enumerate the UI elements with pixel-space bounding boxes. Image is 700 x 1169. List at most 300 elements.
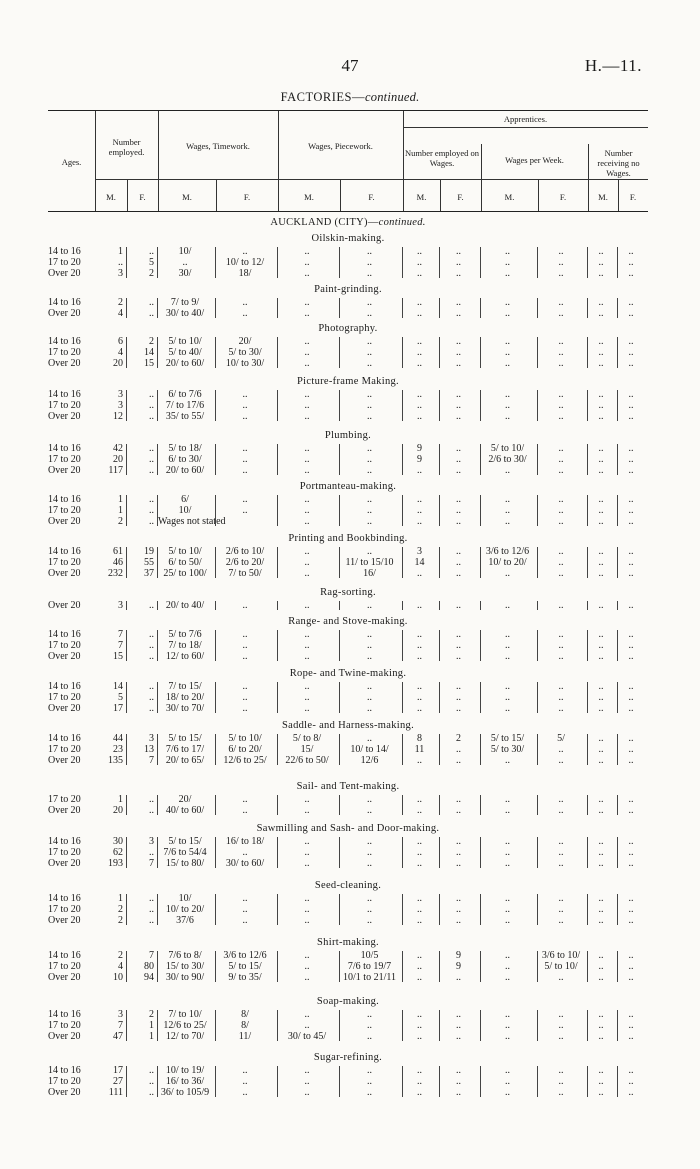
value-cell: .. (242, 600, 248, 611)
value-cell: .. (417, 972, 422, 983)
column-rule (339, 630, 340, 661)
value-cell: .. (456, 805, 461, 816)
value-cell: 3/6 to 12/6 (223, 950, 267, 961)
table-row (48, 297, 648, 308)
column-rule (339, 795, 340, 815)
value-cell: 20/ (238, 336, 252, 347)
header-m: M. (182, 192, 192, 202)
age-cell: Over 20 (48, 1087, 81, 1098)
value-cell: .. (149, 904, 154, 915)
value-cell: .. (417, 389, 422, 400)
column-rule (215, 795, 216, 815)
age-cell: 14 to 16 (48, 1009, 81, 1020)
value-cell: .. (149, 794, 154, 805)
table-row (48, 1031, 648, 1042)
value-cell: .. (505, 972, 510, 983)
value-cell: .. (456, 494, 461, 505)
value-cell: .. (242, 1087, 248, 1098)
value-cell: 62 (113, 847, 123, 858)
section-heading: Portmanteau-making. (299, 481, 397, 492)
value-cell: .. (456, 836, 461, 847)
value-cell: .. (304, 454, 310, 465)
value-cell: .. (417, 893, 422, 904)
value-cell: 11 (414, 744, 425, 755)
value-cell: .. (417, 308, 422, 319)
title-main: FACTORIES— (280, 90, 365, 104)
value-cell: .. (456, 1020, 461, 1031)
column-rule (277, 547, 278, 578)
value-cell: 6/ (181, 494, 189, 505)
column-rule (215, 298, 216, 318)
header-f: F. (139, 192, 146, 202)
value-cell: .. (598, 858, 604, 869)
value-cell: .. (417, 950, 422, 961)
column-rule (339, 390, 340, 421)
column-rule (617, 1010, 618, 1041)
value-cell: .. (242, 494, 248, 505)
column-rule (339, 1010, 340, 1041)
table-row (48, 494, 648, 505)
table-row (48, 465, 648, 476)
value-cell: .. (367, 836, 372, 847)
value-cell: .. (598, 651, 604, 662)
column-rule (215, 837, 216, 868)
value-cell: .. (417, 600, 422, 611)
column-rule (587, 444, 588, 475)
column-rule (402, 1010, 403, 1041)
value-cell: 55 (144, 557, 154, 568)
value-cell: 6/ to 50/ (168, 557, 202, 568)
value-cell: .. (558, 794, 564, 805)
value-cell: .. (417, 794, 422, 805)
column-rule (439, 390, 440, 421)
value-cell: .. (304, 640, 310, 651)
section-heading: Saddle- and Harness-making. (281, 720, 415, 731)
value-cell: 17 (113, 703, 123, 714)
header-f: F. (559, 192, 567, 202)
value-cell: 11/ (238, 1031, 252, 1042)
value-cell: .. (149, 600, 154, 611)
column-rule (537, 734, 538, 765)
column-rule (439, 247, 440, 278)
value-cell: .. (149, 1087, 154, 1098)
age-cell: 14 to 16 (48, 443, 81, 454)
column-rule (587, 1010, 588, 1041)
value-cell: .. (598, 692, 604, 703)
value-cell: 20/ to 40/ (165, 600, 205, 611)
value-cell: 36/ to 105/9 (160, 1087, 210, 1098)
column-rule (157, 630, 158, 661)
section-heading: Seed-cleaning. (314, 880, 382, 891)
column-rule (402, 495, 403, 526)
value-cell: 5/ (557, 733, 565, 744)
value-cell: 3 (118, 400, 123, 411)
value-cell: .. (149, 681, 154, 692)
value-cell: .. (505, 794, 510, 805)
value-cell: 7/ to 17/6 (165, 400, 205, 411)
value-cell: .. (149, 1076, 154, 1087)
value-cell: .. (304, 1009, 310, 1020)
value-cell: .. (242, 651, 248, 662)
value-cell: .. (558, 915, 564, 926)
column-rule (587, 951, 588, 982)
column-rule (402, 951, 403, 982)
value-cell: .. (182, 257, 188, 268)
value-cell: 9/ to 35/ (228, 972, 262, 983)
value-cell: .. (505, 629, 510, 640)
column-rule (617, 390, 618, 421)
value-cell: .. (304, 389, 310, 400)
value-cell: .. (456, 640, 461, 651)
column-rule (617, 894, 618, 925)
value-cell: .. (505, 1087, 510, 1098)
column-rule (402, 247, 403, 278)
column-rule (587, 1066, 588, 1097)
value-cell: .. (598, 494, 604, 505)
value-cell: .. (149, 297, 154, 308)
value-cell: .. (628, 950, 634, 961)
value-cell: 15 (144, 358, 154, 369)
value-cell: .. (505, 950, 510, 961)
column-rule (402, 837, 403, 868)
value-cell: .. (598, 805, 604, 816)
value-cell: .. (598, 640, 604, 651)
value-cell: .. (417, 692, 422, 703)
value-cell: .. (367, 600, 372, 611)
value-cell: 5/ to 10/ (490, 443, 525, 454)
column-rule (157, 951, 158, 982)
age-cell: Over 20 (48, 858, 81, 869)
value-cell: 2/6 to 20/ (225, 557, 265, 568)
value-cell: .. (558, 268, 564, 279)
table-header (48, 110, 648, 212)
value-cell: .. (558, 568, 564, 579)
value-cell: .. (598, 755, 604, 766)
column-rule (215, 247, 216, 278)
value-cell: .. (417, 246, 422, 257)
value-cell: .. (505, 246, 510, 257)
table-row (48, 703, 648, 714)
value-cell: .. (304, 1076, 310, 1087)
value-cell: .. (598, 557, 604, 568)
column-rule (339, 951, 340, 982)
age-cell: 17 to 20 (48, 794, 81, 805)
column-rule (587, 495, 588, 526)
value-cell: 30/ to 40/ (165, 308, 205, 319)
value-cell: 7 (118, 629, 123, 640)
value-cell: .. (505, 494, 510, 505)
value-cell: 1 (118, 794, 123, 805)
value-cell: .. (417, 1076, 422, 1087)
age-cell: 14 to 16 (48, 246, 81, 257)
value-cell: .. (598, 257, 604, 268)
value-cell: .. (558, 847, 564, 858)
value-cell: .. (505, 836, 510, 847)
value-cell: .. (558, 358, 564, 369)
value-cell: .. (558, 755, 564, 766)
value-cell: .. (505, 257, 510, 268)
value-cell: .. (304, 297, 310, 308)
value-cell: 12/6 to 25/ (223, 755, 267, 766)
column-rule (587, 682, 588, 713)
value-cell: .. (304, 847, 310, 858)
column-rule (537, 682, 538, 713)
value-cell: .. (242, 893, 248, 904)
value-cell: .. (367, 358, 372, 369)
age-cell: Over 20 (48, 411, 81, 422)
column-rule (439, 1010, 440, 1041)
value-cell: .. (598, 836, 604, 847)
value-cell: 5/ to 10/ (544, 961, 578, 972)
column-rule (215, 951, 216, 982)
value-cell: .. (558, 246, 564, 257)
value-cell: .. (367, 1020, 372, 1031)
value-cell: 12/ to 70/ (165, 1031, 205, 1042)
value-cell: .. (456, 246, 461, 257)
value-cell: .. (242, 411, 248, 422)
value-cell: 30/ to 90/ (165, 972, 205, 983)
value-cell: .. (456, 904, 461, 915)
column-rule (439, 734, 440, 765)
value-cell: 4 (118, 961, 123, 972)
value-cell: .. (149, 629, 154, 640)
value-cell: .. (242, 443, 248, 454)
value-cell: .. (558, 516, 564, 527)
table-row (48, 454, 648, 465)
value-cell: .. (367, 847, 372, 858)
table-row (48, 651, 648, 662)
value-cell: .. (558, 600, 564, 611)
column-rule (277, 630, 278, 661)
age-cell: Over 20 (48, 600, 81, 611)
value-cell: 1 (149, 1020, 154, 1031)
value-cell: 5/ to 15/ (228, 961, 262, 972)
column-rule (126, 495, 127, 526)
value-cell: .. (417, 755, 422, 766)
table-row (48, 681, 648, 692)
value-cell: .. (598, 893, 604, 904)
age-cell: 14 to 16 (48, 297, 81, 308)
value-cell: .. (598, 308, 604, 319)
value-cell: 5/ to 15/ (168, 836, 202, 847)
column-rule (587, 298, 588, 318)
column-rule (215, 894, 216, 925)
column-rule (617, 837, 618, 868)
value-cell: 7/ to 15/ (168, 681, 202, 692)
value-cell: .. (304, 505, 310, 516)
value-cell: 4 (118, 347, 123, 358)
table-row (48, 961, 648, 972)
value-cell: .. (598, 915, 604, 926)
value-cell: .. (367, 893, 372, 904)
value-cell: .. (505, 568, 510, 579)
value-cell: .. (417, 400, 422, 411)
value-cell: 14 (414, 557, 425, 568)
age-cell: Over 20 (48, 651, 81, 662)
value-cell: 23 (113, 744, 123, 755)
column-rule (480, 601, 481, 610)
column-rule (480, 1066, 481, 1097)
value-cell: .. (598, 1087, 604, 1098)
column-rule (277, 1010, 278, 1041)
table-row (48, 1076, 648, 1087)
value-cell: .. (417, 297, 422, 308)
column-rule (439, 951, 440, 982)
table-row (48, 744, 648, 755)
value-cell: 19 (144, 546, 154, 557)
table-row (48, 268, 648, 279)
value-cell: .. (304, 651, 310, 662)
header-app-employed: Number employed on Wages. (404, 148, 480, 168)
value-cell: .. (628, 297, 634, 308)
value-cell: .. (558, 557, 564, 568)
value-cell: .. (367, 336, 372, 347)
value-cell: .. (304, 568, 310, 579)
value-cell: .. (628, 1031, 634, 1042)
value-cell: 5/ to 8/ (292, 733, 322, 744)
value-cell: 1 (118, 246, 123, 257)
column-rule (339, 247, 340, 278)
value-cell: .. (558, 1065, 564, 1076)
section-heading: Sail- and Tent-making. (296, 781, 400, 792)
value-cell: .. (417, 858, 422, 869)
column-rule (537, 894, 538, 925)
value-cell: .. (628, 640, 634, 651)
region-italic: continued. (378, 217, 426, 228)
value-cell: 2 (118, 904, 123, 915)
value-cell: .. (456, 389, 461, 400)
value-cell: 10/ (178, 893, 192, 904)
column-rule (439, 630, 440, 661)
value-cell: 10/ to 12/ (225, 257, 265, 268)
section-heading: Range- and Stove-making. (288, 616, 408, 627)
age-cell: 17 to 20 (48, 1020, 81, 1031)
value-cell: .. (598, 950, 604, 961)
document-reference: H.—11. (584, 56, 642, 75)
column-rule (439, 795, 440, 815)
age-cell: 17 to 20 (48, 692, 81, 703)
table-row (48, 692, 648, 703)
value-cell: 9 (417, 454, 422, 465)
section-heading: Picture-frame Making. (297, 376, 399, 387)
table-row (48, 904, 648, 915)
column-rule (157, 601, 158, 610)
value-cell: .. (598, 389, 604, 400)
table-row (48, 858, 648, 869)
value-cell: .. (304, 681, 310, 692)
value-cell: 37/6 (176, 915, 194, 926)
column-rule (587, 837, 588, 868)
value-cell: .. (304, 336, 310, 347)
age-cell: Over 20 (48, 358, 81, 369)
value-cell: .. (598, 505, 604, 516)
age-cell: 14 to 16 (48, 546, 81, 557)
column-rule (537, 630, 538, 661)
value-cell: .. (628, 411, 634, 422)
value-cell: .. (417, 494, 422, 505)
value-cell: .. (304, 904, 310, 915)
table-row (48, 794, 648, 805)
column-rule (537, 444, 538, 475)
column-rule (339, 495, 340, 526)
value-cell: 232 (108, 568, 123, 579)
value-cell: .. (558, 505, 564, 516)
value-cell: .. (417, 915, 422, 926)
age-cell: Over 20 (48, 516, 81, 527)
column-rule (480, 495, 481, 526)
column-rule (157, 247, 158, 278)
value-cell: 30/ to 60/ (225, 858, 265, 869)
value-cell: 6/ to 20/ (228, 744, 262, 755)
value-cell: .. (149, 651, 154, 662)
value-cell: .. (598, 629, 604, 640)
value-cell: .. (367, 692, 372, 703)
column-rule (480, 337, 481, 368)
column-rule (157, 795, 158, 815)
column-rule (157, 298, 158, 318)
value-cell: .. (456, 847, 461, 858)
table-row (48, 893, 648, 904)
value-cell: 6/ to 30/ (168, 454, 202, 465)
column-rule (157, 495, 158, 526)
column-rule (126, 547, 127, 578)
value-cell: .. (598, 600, 604, 611)
value-cell: .. (367, 1009, 372, 1020)
value-cell: .. (456, 297, 461, 308)
column-rule (537, 337, 538, 368)
value-cell: 10/ to 20/ (165, 904, 205, 915)
value-cell: .. (505, 297, 510, 308)
value-cell: .. (149, 893, 154, 904)
value-cell: .. (505, 465, 510, 476)
value-cell: .. (628, 358, 634, 369)
value-cell: .. (304, 516, 310, 527)
column-rule (277, 337, 278, 368)
value-cell: .. (558, 465, 564, 476)
column-rule (617, 795, 618, 815)
value-cell: .. (558, 1020, 564, 1031)
header-wages-timework: Wages, Timework. (186, 141, 250, 151)
table-row (48, 805, 648, 816)
column-rule (617, 951, 618, 982)
value-cell: .. (149, 389, 154, 400)
value-cell: 7 (118, 1020, 123, 1031)
value-cell: .. (367, 347, 372, 358)
column-rule (587, 601, 588, 610)
value-cell: .. (304, 465, 310, 476)
value-cell: .. (598, 794, 604, 805)
value-cell: 12 (113, 411, 123, 422)
value-cell: .. (304, 246, 310, 257)
value-cell: .. (558, 703, 564, 714)
column-rule (480, 444, 481, 475)
column-rule (126, 630, 127, 661)
column-rule (402, 630, 403, 661)
value-cell: .. (456, 893, 461, 904)
column-rule (215, 390, 216, 421)
value-cell: .. (304, 950, 310, 961)
value-cell: .. (628, 847, 634, 858)
header-f: F. (457, 192, 464, 202)
table-row (48, 389, 648, 400)
column-rule (277, 601, 278, 610)
column-rule (439, 298, 440, 318)
value-cell: .. (628, 1076, 634, 1087)
value-cell: .. (242, 703, 248, 714)
column-rule (402, 795, 403, 815)
value-cell: .. (367, 794, 372, 805)
column-rule (480, 390, 481, 421)
